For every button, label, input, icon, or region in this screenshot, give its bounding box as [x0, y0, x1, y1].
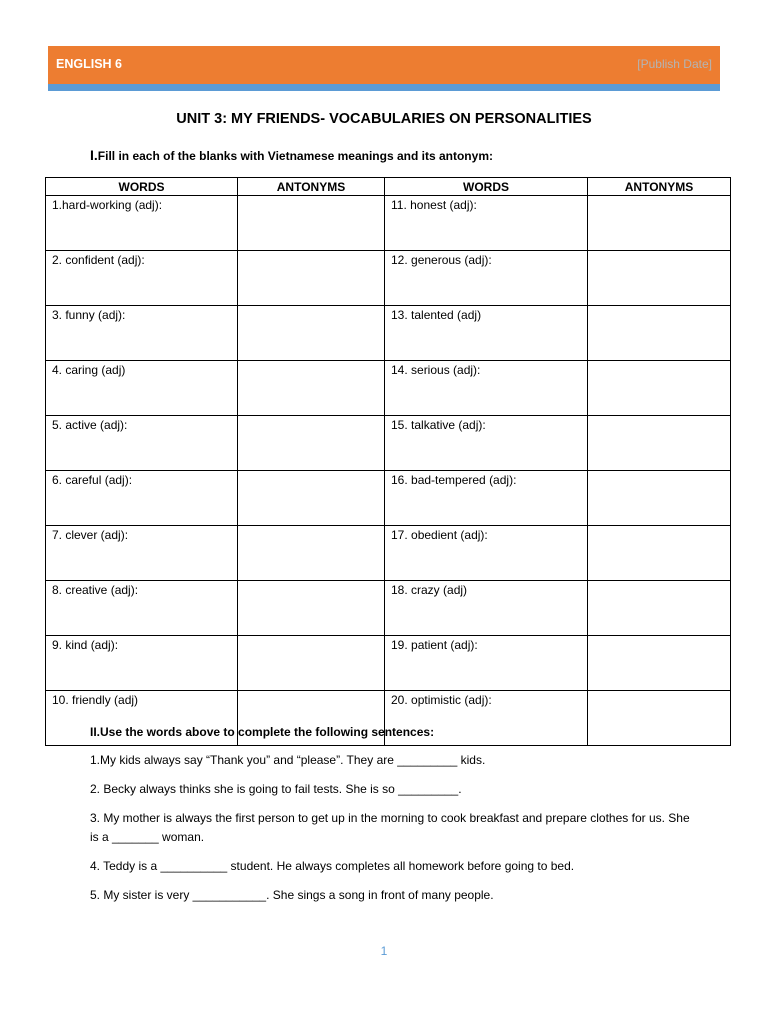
table-header-row — [46, 178, 731, 196]
header-antonyms: ANTONYMS — [588, 178, 731, 196]
document-header — [48, 46, 720, 84]
word-cell: 20. optimistic (adj): — [385, 691, 588, 746]
table-row — [46, 636, 731, 691]
table-row — [46, 581, 731, 636]
vocabulary-table — [45, 177, 731, 746]
word-cell: 10. friendly (adj) — [46, 691, 238, 746]
word-cell: 6. careful (adj): — [46, 471, 238, 526]
table-row — [46, 471, 731, 526]
section-1-numeral: I. — [90, 147, 98, 163]
word-cell: 19. patient (adj): — [385, 636, 588, 691]
table-row — [46, 416, 731, 471]
table-row — [46, 196, 731, 251]
antonym-blank-cell[interactable] — [588, 526, 731, 581]
unit-title: UNIT 3: MY FRIENDS- VOCABULARIES ON PERSONALITIES — [176, 111, 592, 127]
word-cell: 4. caring (adj) — [46, 361, 238, 416]
word-cell: 8. creative (adj): — [46, 581, 238, 636]
exercise-sentence-1: 1.My kids always say “Thank you” and “please”. They are _________ kids. — [90, 753, 486, 767]
antonym-blank-cell[interactable] — [588, 196, 731, 251]
publish-date-placeholder[interactable]: [Publish Date] — [637, 57, 712, 71]
exercise-sentence-5: 5. My sister is very ___________. She sings a song in front of many people. — [90, 888, 494, 902]
word-cell: 18. crazy (adj) — [385, 581, 588, 636]
header-stripe — [48, 84, 720, 91]
word-cell: 16. bad-tempered (adj): — [385, 471, 588, 526]
antonym-blank-cell[interactable] — [238, 306, 385, 361]
word-cell: 9. kind (adj): — [46, 636, 238, 691]
table-row — [46, 306, 731, 361]
word-cell: 1.hard-working (adj): — [46, 196, 238, 251]
exercise-sentence-4: 4. Teddy is a __________ student. He always completes all homework before going to bed. — [90, 859, 575, 873]
section-2-heading: II.Use the words above to complete the following sentences: — [90, 725, 435, 739]
antonym-blank-cell[interactable] — [588, 636, 731, 691]
antonym-blank-cell[interactable] — [238, 196, 385, 251]
antonym-blank-cell[interactable] — [588, 471, 731, 526]
table-row — [46, 251, 731, 306]
header-words: WORDS — [46, 178, 238, 196]
word-cell: 17. obedient (adj): — [385, 526, 588, 581]
word-cell: 7. clever (adj): — [46, 526, 238, 581]
antonym-blank-cell[interactable] — [238, 416, 385, 471]
word-cell: 15. talkative (adj): — [385, 416, 588, 471]
antonym-blank-cell[interactable] — [588, 416, 731, 471]
word-cell: 14. serious (adj): — [385, 361, 588, 416]
page-number: 1 — [380, 944, 388, 958]
header-antonyms: ANTONYMS — [238, 178, 385, 196]
antonym-blank-cell[interactable] — [238, 581, 385, 636]
antonym-blank-cell[interactable] — [588, 581, 731, 636]
word-cell: 11. honest (adj): — [385, 196, 588, 251]
exercise-sentence-3: 3. My mother is always the first person to get up in the morning to cook breakfast and prepare clothes for us. She is a _______ woman. — [90, 811, 690, 844]
section-1-heading — [90, 147, 493, 163]
antonym-blank-cell[interactable] — [588, 691, 731, 746]
antonym-blank-cell[interactable] — [238, 526, 385, 581]
antonym-blank-cell[interactable] — [588, 306, 731, 361]
header-words: WORDS — [385, 178, 588, 196]
word-cell: 3. funny (adj): — [46, 306, 238, 361]
word-cell: 2. confident (adj): — [46, 251, 238, 306]
table-row — [46, 361, 731, 416]
antonym-blank-cell[interactable] — [238, 251, 385, 306]
word-cell: 5. active (adj): — [46, 416, 238, 471]
antonym-blank-cell[interactable] — [588, 251, 731, 306]
section-1-instruction: Fill in each of the blanks with Vietnamese meanings and its antonym: — [97, 149, 493, 163]
word-cell: 12. generous (adj): — [385, 251, 588, 306]
course-label: ENGLISH 6 — [56, 57, 122, 71]
antonym-blank-cell[interactable] — [238, 471, 385, 526]
word-cell: 13. talented (adj) — [385, 306, 588, 361]
table-row — [46, 526, 731, 581]
exercise-sentence-2: 2. Becky always thinks she is going to fail tests. She is so _________. — [90, 782, 462, 796]
antonym-blank-cell[interactable] — [238, 361, 385, 416]
antonym-blank-cell[interactable] — [238, 636, 385, 691]
antonym-blank-cell[interactable] — [588, 361, 731, 416]
